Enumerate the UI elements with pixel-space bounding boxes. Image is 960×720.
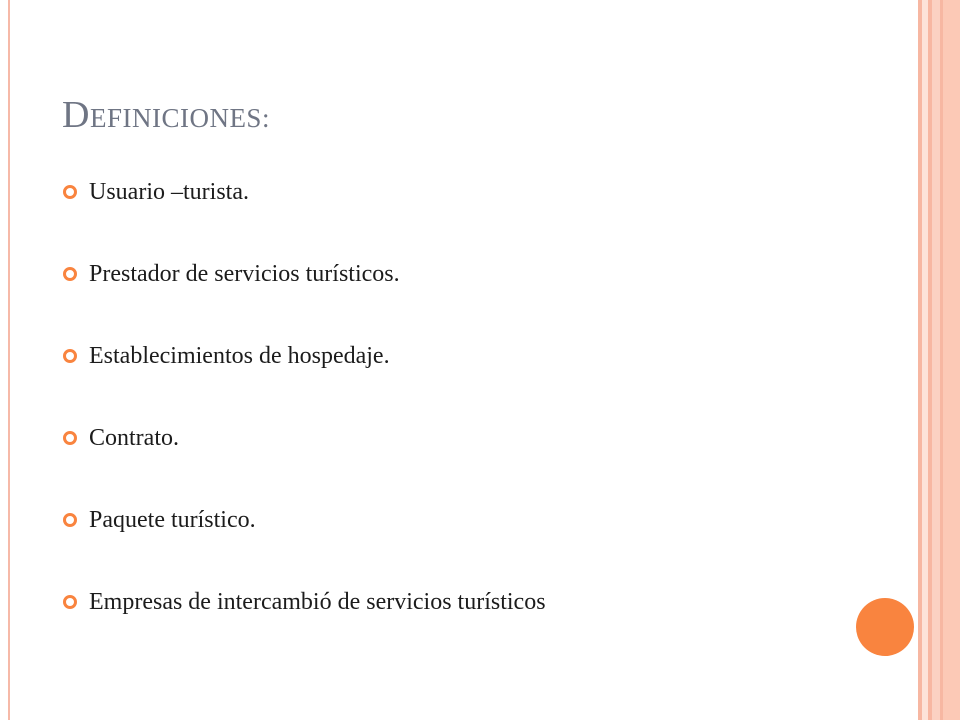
bullet-text: Usuario –turista.: [89, 179, 249, 205]
orange-ring-icon: [62, 512, 78, 528]
bullet-text: Paquete turístico.: [89, 507, 256, 533]
slide-title-initial: D: [62, 94, 90, 136]
list-item: [62, 582, 546, 664]
orange-circle-icon: [856, 598, 914, 656]
list-item: [62, 172, 546, 254]
right-stripe: [943, 0, 960, 720]
orange-ring-icon: [62, 266, 78, 282]
bullet-text: Empresas de intercambió de servicios turísticos: [89, 589, 546, 615]
list-item: [62, 418, 546, 500]
slide-title-rest: EFINICIONES:: [89, 103, 270, 133]
orange-ring-icon: [62, 430, 78, 446]
bullet-text: Contrato.: [89, 425, 179, 451]
left-border-line: [8, 0, 10, 720]
orange-ring-icon: [62, 348, 78, 364]
list-item: [62, 500, 546, 582]
bullet-text: Establecimientos de hospedaje.: [89, 343, 390, 369]
orange-ring-icon: [62, 594, 78, 610]
orange-ring-icon: [62, 184, 78, 200]
list-item: [62, 254, 546, 336]
bullet-text: Prestador de servicios turísticos.: [89, 261, 400, 287]
slide-title: [62, 96, 270, 134]
bullet-list: [62, 172, 546, 664]
list-item: [62, 336, 546, 418]
right-stripe: [932, 0, 940, 720]
